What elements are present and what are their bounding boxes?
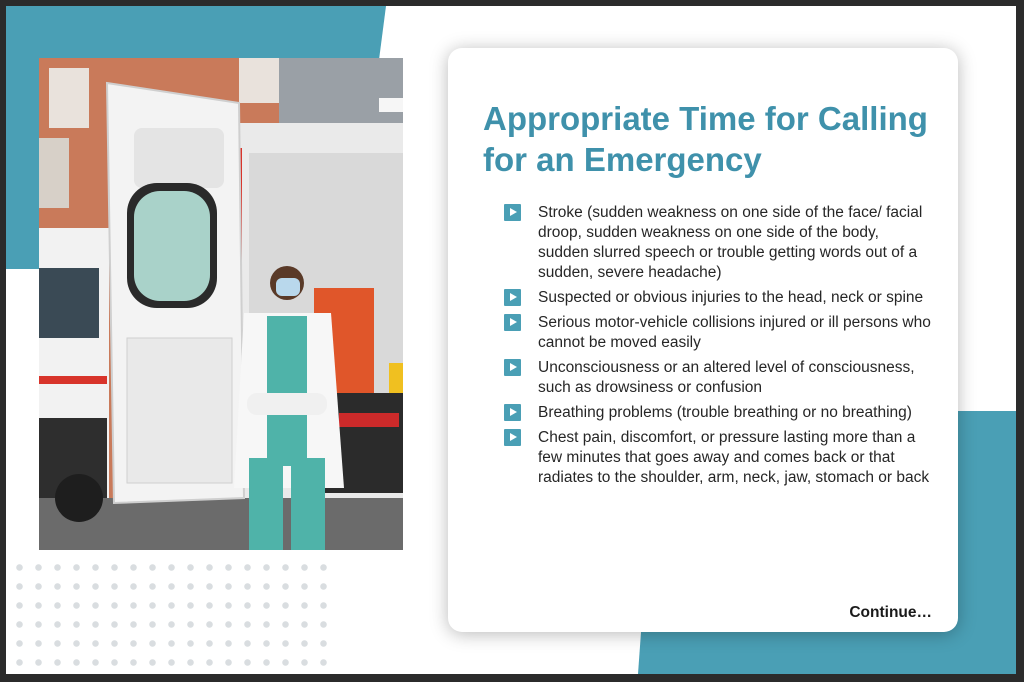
list-item	[504, 203, 934, 283]
play-triangle-bullet-icon	[504, 314, 521, 331]
list-item	[504, 358, 934, 398]
emergency-list	[504, 203, 934, 493]
list-item	[504, 288, 934, 308]
play-triangle-bullet-icon	[504, 359, 521, 376]
list-item	[504, 428, 934, 488]
play-triangle-bullet-icon	[504, 289, 521, 306]
list-item	[504, 403, 934, 423]
play-triangle-bullet-icon	[504, 429, 521, 446]
play-triangle-bullet-icon	[504, 204, 521, 221]
dot-pattern	[6, 554, 328, 674]
list-item	[504, 313, 934, 353]
play-triangle-bullet-icon	[504, 404, 521, 421]
paramedic-illustration	[39, 58, 403, 550]
continue-link[interactable]: Continue…	[849, 604, 932, 621]
list-item-text: Serious motor-vehicle collisions injured or ill persons who cannot be moved easily	[538, 314, 931, 351]
list-item-text: Suspected or obvious injuries to the head, neck or spine	[538, 289, 924, 306]
list-item-text: Stroke (sudden weakness on one side of the face/ facial droop, sudden weakness on one side of the body, sudden slurred speech or trouble getting words out of a sudden, severe headache)	[538, 204, 923, 281]
list-item-text: Chest pain, discomfort, or pressure lasting more than a few minutes that goes away and comes back or that radiates to the shoulder, arm, neck, jaw, stomach or back	[538, 429, 930, 486]
slide-title: Appropriate Time for Calling for an Emergency	[483, 100, 928, 178]
photo-paramedic-ambulance	[39, 58, 403, 550]
content-card	[448, 48, 958, 632]
slide-frame	[6, 6, 1016, 674]
list-item-text: Unconsciousness or an altered level of consciousness, such as drowsiness or confusion	[538, 359, 915, 396]
list-item-text: Breathing problems (trouble breathing or no breathing)	[538, 404, 912, 421]
